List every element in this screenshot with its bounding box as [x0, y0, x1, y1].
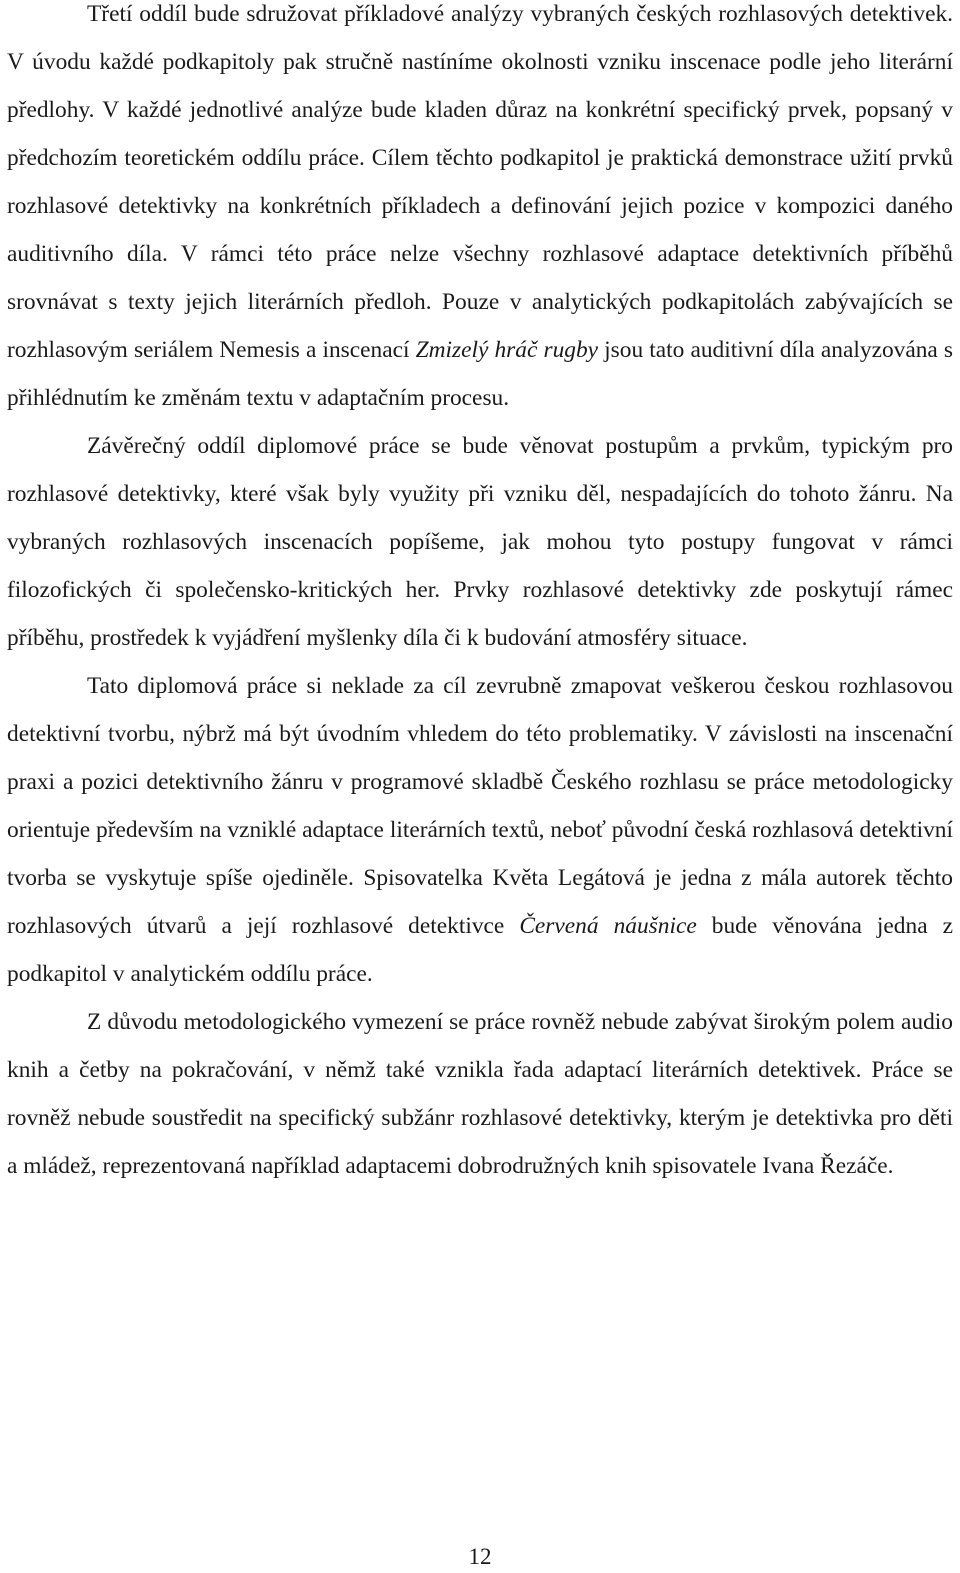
paragraph-analysis-overview	[7, 0, 953, 422]
work-title-zmizely-hrac-rugby: Zmizelý hráč rugby	[415, 337, 599, 363]
document-body	[7, 0, 953, 1190]
paragraph-text: bude věnována jedna z podkapitol v analytickém oddílu práce.	[7, 913, 953, 987]
paragraph-final-section: Závěrečný oddíl diplomové práce se bude věnovat postupům a prvkům, typickým pro rozhlasové detektivky, které však byly využity při vzniku děl, nespadajících do tohoto žánru. Na vybraných rozhlasových inscenacích popíšeme, jak mohou tyto postupy fungovat v rámci filozofických či společensko-kritických her. Prvky rozhlasové detektivky zde poskytují rámec příběhu, prostředek k vyjádření myšlenky díla či k budování atmosféry situace.	[7, 433, 953, 651]
paragraph-thesis-scope	[7, 662, 953, 998]
work-title-cervena-nausnice: Červená náušnice	[519, 913, 697, 939]
paragraph-methodological-limits: Z důvodu metodologického vymezení se práce rovněž nebude zabývat širokým polem audio knih a četby na pokračování, v němž také vznikla řada adaptací literárních detektivek. Práce se rovněž nebude soustředit na specifický subžánr rozhlasové detektivky, kterým je detektivka pro děti a mládež, reprezentovaná například adaptacemi dobrodružných knih spisovatele Ivana Řezáče.	[7, 1009, 953, 1179]
paragraph-text: jsou tato auditivní díla analyzována s přihlédnutím ke změnám textu v adaptačním procesu.	[7, 337, 954, 411]
paragraph-text: Třetí oddíl bude sdružovat příkladové analýzy vybraných českých rozhlasových detektivek. V úvodu každé podkapitoly pak stručně nastíníme okolnosti vzniku inscenace podle jeho literární předlohy. V každé jednotlivé analýze bude kladen důraz na konkrétní specifický prvek, popsaný v předchozím teoretickém oddílu práce. Cílem těchto podkapitol je praktická demonstrace užití prvků rozhlasové detektivky na konkrétních příkladech a definování jejich pozice v kompozici daného auditivního díla. V rámci této práce nelze všechny rozhlasové adaptace detektivních příběhů srovnávat s texty jejich literárních předloh. Pouze v analytických podkapitolách zabývajících se rozhlasovým seriálem Nemesis a inscenací	[7, 1, 953, 363]
page-number: 12	[468, 1544, 492, 1569]
paragraph-text: Tato diplomová práce si neklade za cíl zevrubně zmapovat veškerou českou rozhlasovou detektivní tvorbu, nýbrž má být úvodním vhledem do této problematiky. V závislosti na inscenační praxi a pozici detektivního žánru v programové skladbě Českého rozhlasu se práce metodologicky orientuje především na vzniklé adaptace literárních textů, neboť původní česká rozhlasová detektivní tvorba se vyskytuje spíše ojediněle. Spisovatelka Květa Legátová je jedna z mála autorek těchto rozhlasových útvarů a její rozhlasové detektivce	[7, 673, 953, 939]
